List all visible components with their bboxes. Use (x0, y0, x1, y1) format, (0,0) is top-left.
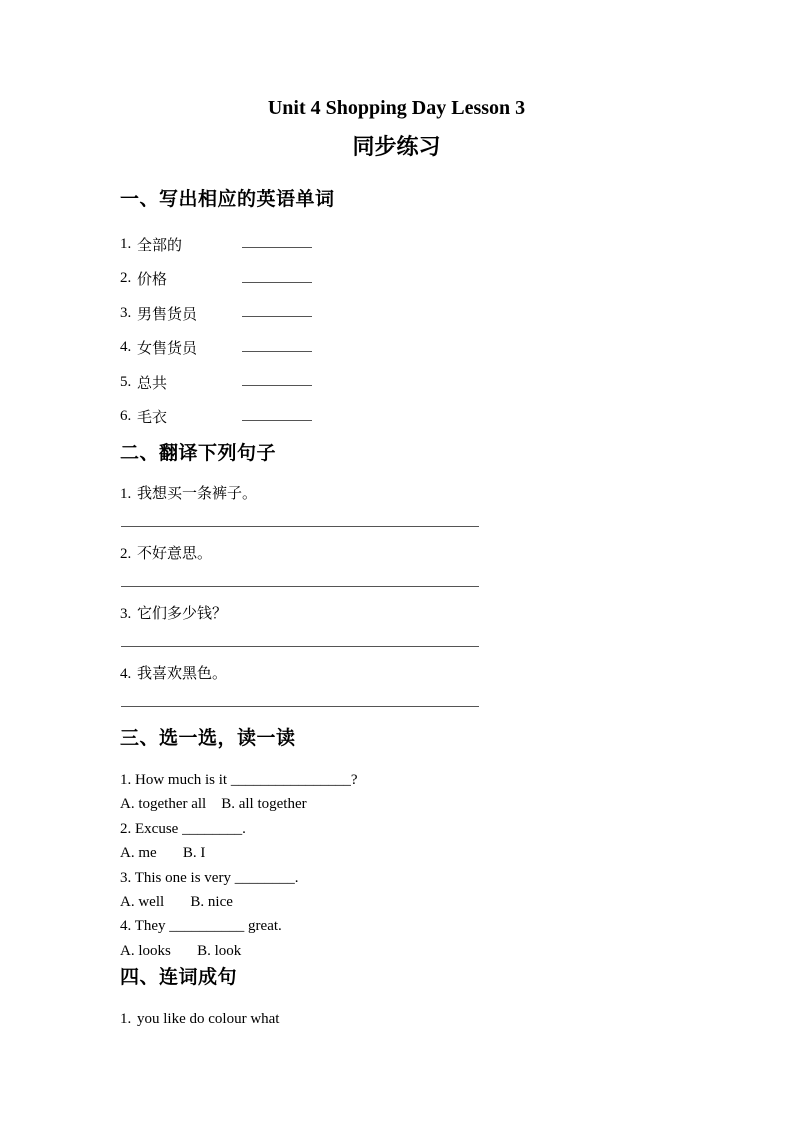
word-item (120, 296, 673, 331)
section-1-word-list (120, 227, 673, 434)
word-item-answer-blank (242, 420, 312, 421)
section-3-choice-list (120, 768, 673, 963)
choice-options: A. well B. nice (120, 894, 233, 911)
choice-options: A. me B. I (120, 845, 206, 862)
choice-question: 1. How much is it ________________? (120, 772, 358, 788)
section-1-heading: 一、写出相应的英语单词 (120, 189, 335, 210)
translate-item-number: 3. (120, 606, 132, 622)
word-item-label: 女售货员 (137, 341, 198, 358)
word-item (120, 400, 673, 435)
translate-item (120, 544, 673, 564)
word-item-number: 6. (120, 408, 132, 425)
sentence-item (120, 1009, 673, 1029)
word-item-label: 总共 (137, 375, 168, 392)
answer-line (121, 646, 479, 647)
choice-options: A. looks B. look (120, 942, 242, 959)
word-item-answer-blank (242, 247, 312, 248)
translate-item-number: 1. (120, 486, 132, 502)
translate-item (120, 604, 673, 624)
answer-line (121, 526, 479, 527)
section-4-heading: 四、连词成句 (120, 967, 238, 989)
choice-question: 3. This one is very ________. (120, 869, 299, 886)
word-item-label: 全部的 (137, 237, 183, 254)
word-item (120, 227, 673, 262)
choice-question: 4. They __________ great. (120, 918, 282, 935)
word-item-number: 1. (120, 235, 132, 252)
word-item (120, 365, 673, 400)
word-item-answer-blank (242, 282, 312, 283)
translate-item (120, 484, 673, 504)
doc-subtitle: 同步练习 (352, 134, 441, 159)
word-item-label: 价格 (137, 272, 168, 289)
word-item-number: 3. (120, 304, 132, 321)
translate-item-number: 4. (120, 666, 132, 682)
doc-title: Unit 4 Shopping Day Lesson 3 (267, 97, 526, 119)
word-item-answer-blank (242, 316, 312, 317)
translate-item (120, 664, 673, 684)
word-item-label: 男售货员 (137, 306, 198, 323)
word-item (120, 262, 673, 297)
word-item-answer-blank (242, 351, 312, 352)
translate-item-text: 我想买一条裤子。 (137, 486, 258, 502)
choice-question: 2. Excuse ________. (120, 820, 246, 837)
sentence-item-number: 1. (120, 1011, 132, 1028)
sentence-item-text: you like do colour what (137, 1011, 280, 1028)
choice-options: A. together all B. all together (120, 796, 307, 813)
section-2-translation-list (120, 484, 673, 707)
word-item-label: 毛衣 (137, 410, 168, 427)
translate-item-text: 我喜欢黑色。 (137, 666, 228, 682)
translate-item-text: 不好意思。 (137, 546, 213, 562)
word-item-answer-blank (242, 385, 312, 386)
translate-item-text: 它们多少钱？ (137, 606, 228, 622)
answer-line (121, 706, 479, 707)
word-item-number: 2. (120, 270, 132, 287)
translate-item-number: 2. (120, 546, 132, 562)
section-2-heading: 二、翻译下列句子 (120, 443, 277, 464)
word-item (120, 331, 673, 366)
answer-line (121, 586, 479, 587)
word-item-number: 5. (120, 373, 132, 390)
word-item-number: 4. (120, 339, 132, 356)
section-3-heading: 三、选一选，读一读 (120, 728, 296, 749)
